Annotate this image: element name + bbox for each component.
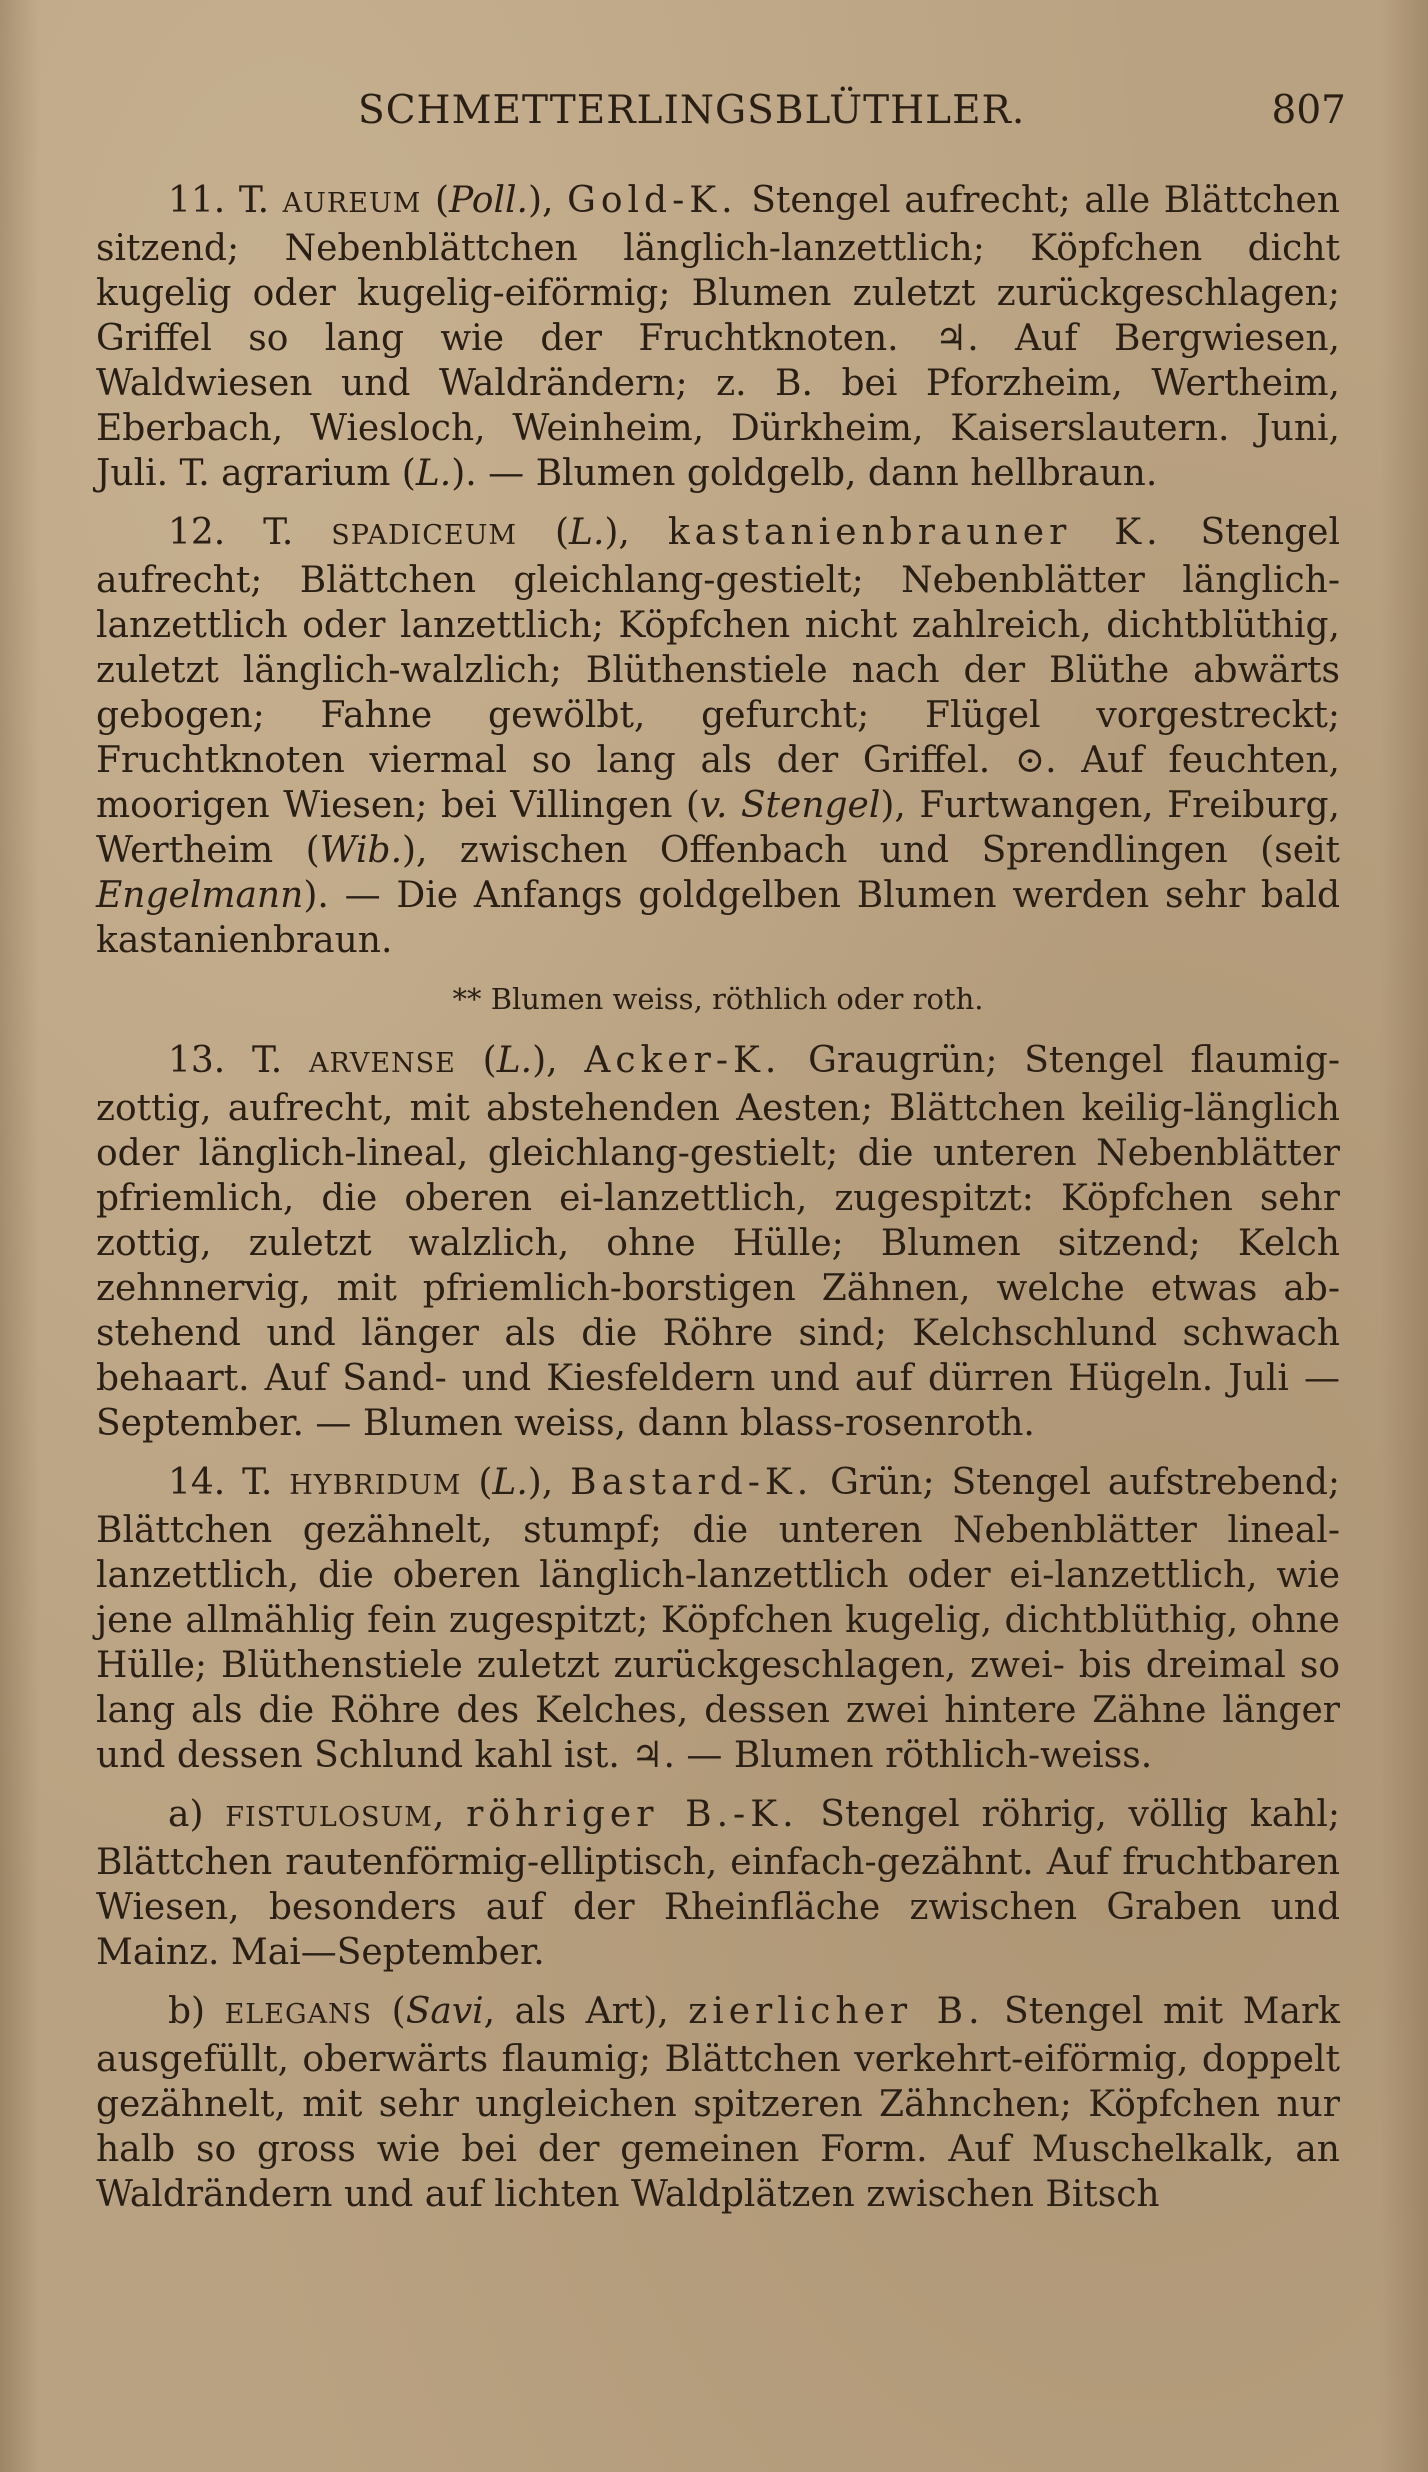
text-segment: L.: [569, 512, 605, 553]
text-segment: Stengel aufrecht; alle Blättchen sitzend; Nebenblättchen länglich-lanzettlich; Köpfchen dicht kugelig oder kugelig-eiförmig; Blumen zuletzt zurückgeschlagen; Griffel so lang wie der Fruchtknoten. ♃. Auf Bergwiesen, Waldwiesen und Waldrändern; z. B. bei Pforzheim, Wertheim, Eberbach, Wiesloch, Weinheim, Dürkheim, Kaiserslautern. Juni, Juli. T. agrarium (: [96, 180, 1340, 494]
text-segment: a): [168, 1794, 226, 1835]
text-segment: HYBRIDUM: [289, 1470, 462, 1501]
page-number: 807: [1271, 88, 1346, 133]
text-segment: ** Blumen weiss, röthlich oder roth.: [452, 982, 984, 1016]
text-segment: (: [517, 512, 570, 553]
text-segment: 13. T.: [168, 1040, 309, 1081]
text-segment: ), Furtwangen, Freiburg, Wertheim (: [96, 785, 1340, 871]
entry-hybridum: [96, 1460, 1340, 1778]
text-segment: ),: [527, 1462, 571, 1503]
variety-fistulosum: [96, 1792, 1340, 1975]
text-segment: Bastard-K.: [570, 1462, 814, 1503]
text-segment: L.: [496, 1040, 533, 1081]
text-segment: ). — Die Anfangs goldgelben Blumen werden sehr bald kastanienbraun.: [96, 875, 1340, 961]
section-heading: [96, 977, 1340, 1022]
text-segment: Poll.: [449, 180, 528, 221]
text-segment: L.: [415, 453, 452, 494]
text-segment: Wib.: [319, 830, 403, 871]
running-head: [96, 88, 1346, 148]
text-segment: ,: [432, 1794, 467, 1835]
text-segment: , als Art),: [483, 1991, 689, 2032]
text-segment: ELEGANS: [224, 1999, 373, 2030]
text-segment: v. Stengel: [699, 785, 881, 826]
entry-arvense: [96, 1038, 1340, 1446]
text-segment: (: [421, 180, 450, 221]
text-segment: Stengel röhrig, völlig kahl; Blättchen rautenförmig-elliptisch, einfach-gezähnt. Auf fruchtbaren Wiesen, besonders auf der Rheinfläche zwischen Graben und Mainz. Mai—September.: [96, 1794, 1340, 1973]
text-segment: AUREUM: [282, 188, 422, 219]
text-segment: Stengel aufrecht; Blättchen gleichlang-gestielt; Nebenblätter länglich-lanzettlich oder lanzettlich; Köpfchen nicht zahlreich, dichtblüthig, zuletzt länglich-walzlich; Blüthenstiele nach der Blüthe abwärts gebogen; Fahne gewölbt, gefurcht; Flügel vorgestreckt; Fruchtknoten viermal so lang als der Griffel. ⊙. Auf feuchten, moorigen Wiesen; bei Villingen (: [96, 512, 1340, 826]
text-segment: 11. T.: [168, 180, 283, 221]
text-segment: ARVENSE: [308, 1048, 456, 1079]
text-segment: zierlicher B.: [688, 1991, 985, 2032]
text-segment: Gold-K.: [567, 180, 738, 221]
text-segment: b): [168, 1991, 225, 2032]
text-segment: Acker-K.: [584, 1040, 782, 1081]
running-title: SCHMETTERLINGSBLÜTHLER.: [358, 88, 1026, 133]
page-body: [96, 178, 1340, 2231]
text-segment: kastanienbrauner K.: [667, 512, 1163, 553]
text-segment: FISTULOSUM: [225, 1802, 433, 1833]
text-segment: ), zwischen Offenbach und Sprendlingen (seit: [402, 830, 1340, 871]
text-segment: 14. T.: [168, 1462, 290, 1503]
text-segment: (: [455, 1040, 497, 1081]
text-segment: röhriger B.-K.: [466, 1794, 799, 1835]
text-segment: ),: [604, 512, 668, 553]
text-segment: ),: [532, 1040, 585, 1081]
text-segment: ). — Blumen goldgelb, dann hellbraun.: [451, 453, 1158, 494]
variety-elegans: [96, 1989, 1340, 2217]
text-segment: (: [372, 1991, 406, 2032]
text-segment: Savi: [405, 1991, 484, 2032]
entry-aureum: [96, 178, 1340, 496]
text-segment: Stengel mit Mark ausgefüllt, oberwärts flaumig; Blättchen verkehrt-eiförmig, doppelt gezähnelt, mit sehr ungleichen spitzeren Zähnchen; Köpfchen nur halb so gross wie bei der gemeinen Form. Auf Muschelkalk, an Waldrändern und auf lichten Waldplätzen zwischen Bitsch: [96, 1991, 1340, 2215]
entry-spadiceum: [96, 510, 1340, 963]
text-segment: Grün; Stengel aufstrebend; Blättchen gezähnelt, stumpf; die unteren Nebenblätter lineal-lanzettlich, die oberen länglich-lanzettlich oder ei-lanzettlich, wie jene allmählig fein zugespitzt; Köpfchen kugelig, dichtblüthig, ohne Hülle; Blüthenstiele zuletzt zurückgeschlagen, zwei- bis dreimal so lang als die Röhre des Kelches, dessen zwei hintere Zähne länger und dessen Schlund kahl ist. ♃. — Blumen röthlich-weiss.: [96, 1462, 1340, 1776]
text-segment: 12. T.: [168, 512, 332, 553]
text-segment: Graugrün; Stengel flaumig-zottig, aufrecht, mit abstehenden Aesten; Blättchen keilig-länglich oder länglich-lineal, gleichlang-gestielt; die unteren Nebenblätter pfriemlich, die oberen ei-lanzettlich, zugespitzt: Köpfchen sehr zottig, zuletzt walzlich, ohne Hülle; Blumen sitzend; Kelch zehnnervig, mit pfriemlich-borstigen Zähnen, welche etwas abstehend und länger als die Röhre sind; Kelchschlund schwach behaart. Auf Sand- und Kiesfeldern und auf dürren Hügeln. Juli —September. — Blumen weiss, dann blass-rosenroth.: [96, 1040, 1341, 1444]
text-segment: SPADICEUM: [331, 520, 518, 551]
text-segment: Engelmann: [96, 875, 304, 916]
text-segment: ),: [527, 180, 568, 221]
text-segment: L.: [492, 1462, 528, 1503]
text-segment: (: [461, 1462, 493, 1503]
